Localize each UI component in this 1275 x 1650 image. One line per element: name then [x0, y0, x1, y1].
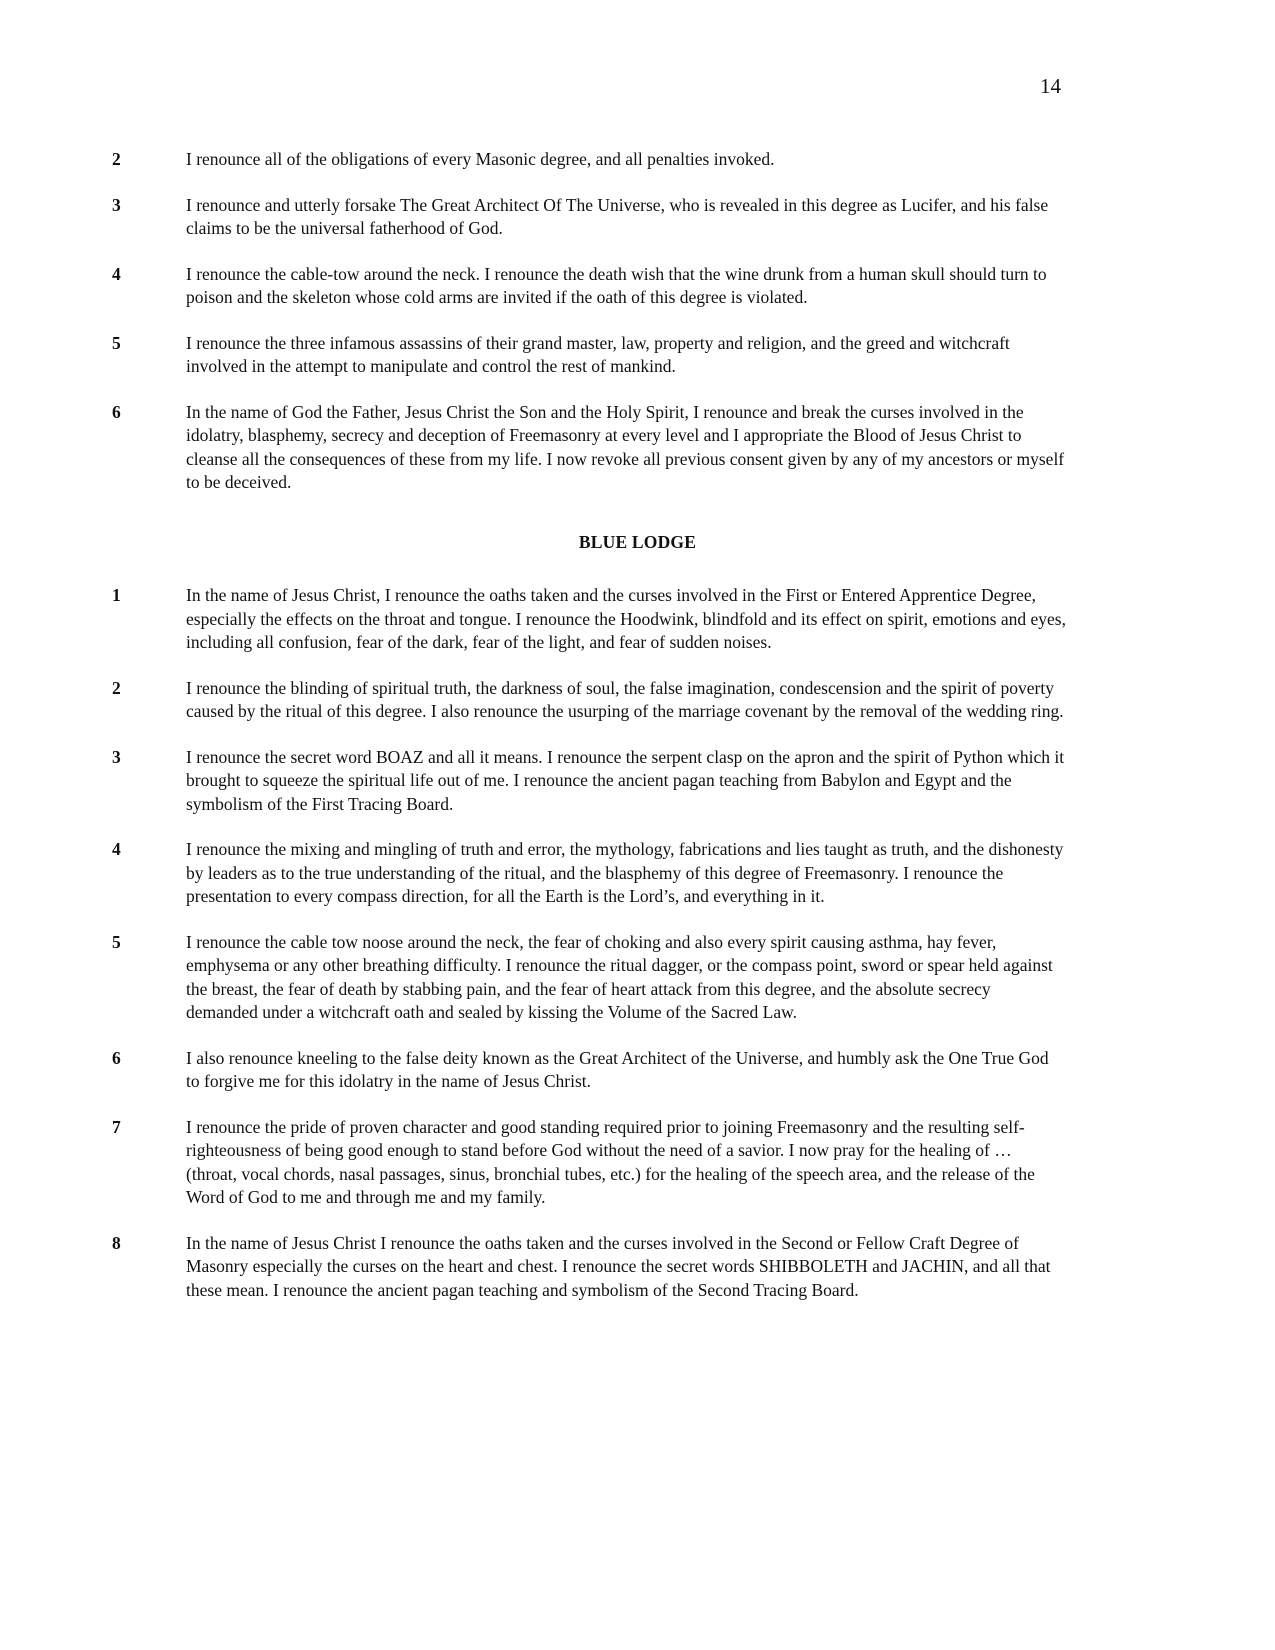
list-item: [0, 584, 1275, 655]
list-item: [0, 194, 1275, 241]
list-item: [0, 332, 1275, 379]
item-number: 3: [112, 746, 121, 767]
item-number: 6: [112, 1047, 121, 1068]
page-number: 14: [1040, 74, 1061, 98]
list-item: [0, 746, 1275, 817]
list-item: [0, 401, 1275, 495]
item-text: I also renounce kneeling to the false deity known as the Great Architect of the Universe, and humbly ask the One True God to forgive me for this idolatry in the name of Jesus Christ.: [186, 1047, 1049, 1091]
item-number: 7: [112, 1116, 121, 1137]
renunciation-list-blue-lodge: [0, 584, 1275, 1324]
list-item: [0, 1047, 1275, 1094]
item-text: I renounce the cable tow noose around the neck, the fear of choking and also every spirit causing asthma, hay fever, emphysema or any other breathing difficulty. I renounce the ritual dagger, or the compass point, sword or spear held against the breast, the fear of death by stabbing pain, and the fear of heart attack from this degree, and the absolute secrecy demanded under a witchcraft oath and sealed by kissing the Volume of the Sacred Law.: [186, 931, 1053, 1022]
list-item: [0, 677, 1275, 724]
item-number: 2: [112, 677, 121, 698]
item-number: 2: [112, 149, 121, 169]
item-number: 8: [112, 1232, 121, 1253]
item-number: 4: [112, 839, 121, 859]
item-text: In the name of Jesus Christ, I renounce the oaths taken and the curses involved in the First or Entered Apprentice Degree, especially the effects on the throat and tongue. I renounce the Hoodwink, blindfold and its effect on spirit, emotions and eyes, including all confusion, fear of the dark, fear of the light, and fear of sudden noises.: [186, 585, 1066, 652]
item-text: I renounce the cable-tow around the neck. I renounce the death wish that the wine drunk from a human skull should turn to poison and the skeleton whose cold arms are invited if the oath of this degree is violated.: [186, 263, 1047, 307]
item-number: 5: [112, 332, 121, 353]
item-text: I renounce the blinding of spiritual truth, the darkness of soul, the false imagination, condescension and the spirit of poverty caused by the ritual of this degree. I also renounce the usurping of the marriage covenant by the removal of the wedding ring.: [186, 677, 1064, 721]
item-text: I renounce the pride of proven character and good standing required prior to joining Freemasonry and the resulting self-righteousness of being good enough to stand before God without the need of a savior. I now pray for the healing of … (throat, vocal chords, nasal passages, sinus, bronchial tubes, etc.) for the healing of the speech area, and the release of the Word of God to me and through me and my family.: [186, 1116, 1035, 1207]
item-number: 6: [112, 401, 121, 422]
item-number: 3: [112, 194, 121, 215]
item-number: 4: [112, 263, 121, 284]
item-text: I renounce the secret word BOAZ and all it means. I renounce the serpent clasp on the apron and the spirit of Python which it brought to squeeze the spiritual life out of me. I renounce the ancient pagan teaching from Babylon and Egypt and the symbolism of the First Tracing Board.: [186, 746, 1065, 814]
item-text: I renounce the three infamous assassins of their grand master, law, property and religion, and the greed and witchcraft involved in the attempt to manipulate and control the rest of mankind.: [186, 332, 1010, 376]
item-text: In the name of Jesus Christ I renounce the oaths taken and the curses involved in the Second or Fellow Craft Degree of Masonry especially the curses on the heart and chest. I renounce the secret words SHIBBOLETH and JACHIN, and all that these mean. I renounce the ancient pagan teaching and symbolism of the Second Tracing Board.: [186, 1232, 1051, 1300]
renunciation-list-previous-degree: [0, 148, 1275, 517]
list-item: [0, 148, 1275, 172]
item-text: I renounce and utterly forsake The Great Architect Of The Universe, who is revealed in this degree as Lucifer, and his false claims to be the universal fatherhood of God.: [186, 194, 1049, 238]
list-item: [0, 1116, 1275, 1210]
item-text: I renounce the mixing and mingling of truth and error, the mythology, fabrications and lies taught as truth, and the dishonesty by leaders as to the true understanding of the ritual, and the blasphemy of this degree of Freemasonry. I renounce the presentation to every compass direction, for all the Earth is the Lord’s, and everything in it.: [186, 839, 1064, 906]
list-item: [0, 263, 1275, 310]
item-number: 5: [112, 931, 121, 952]
item-number: 1: [112, 585, 121, 605]
item-text: In the name of God the Father, Jesus Christ the Son and the Holy Spirit, I renounce and break the curses involved in the idolatry, blasphemy, secrecy and deception of Freemasonry at every level and I appropriate the Blood of Jesus Christ to cleanse all the consequences of these from my life. I now revoke all previous consent given by any of my ancestors or myself to be deceived.: [186, 401, 1065, 492]
list-item: [0, 1232, 1275, 1303]
section-heading-blue-lodge: BLUE LODGE: [578, 532, 697, 552]
list-item: [0, 838, 1275, 909]
item-text: I renounce all of the obligations of every Masonic degree, and all penalties invoked.: [186, 149, 775, 169]
list-item: [0, 931, 1275, 1025]
